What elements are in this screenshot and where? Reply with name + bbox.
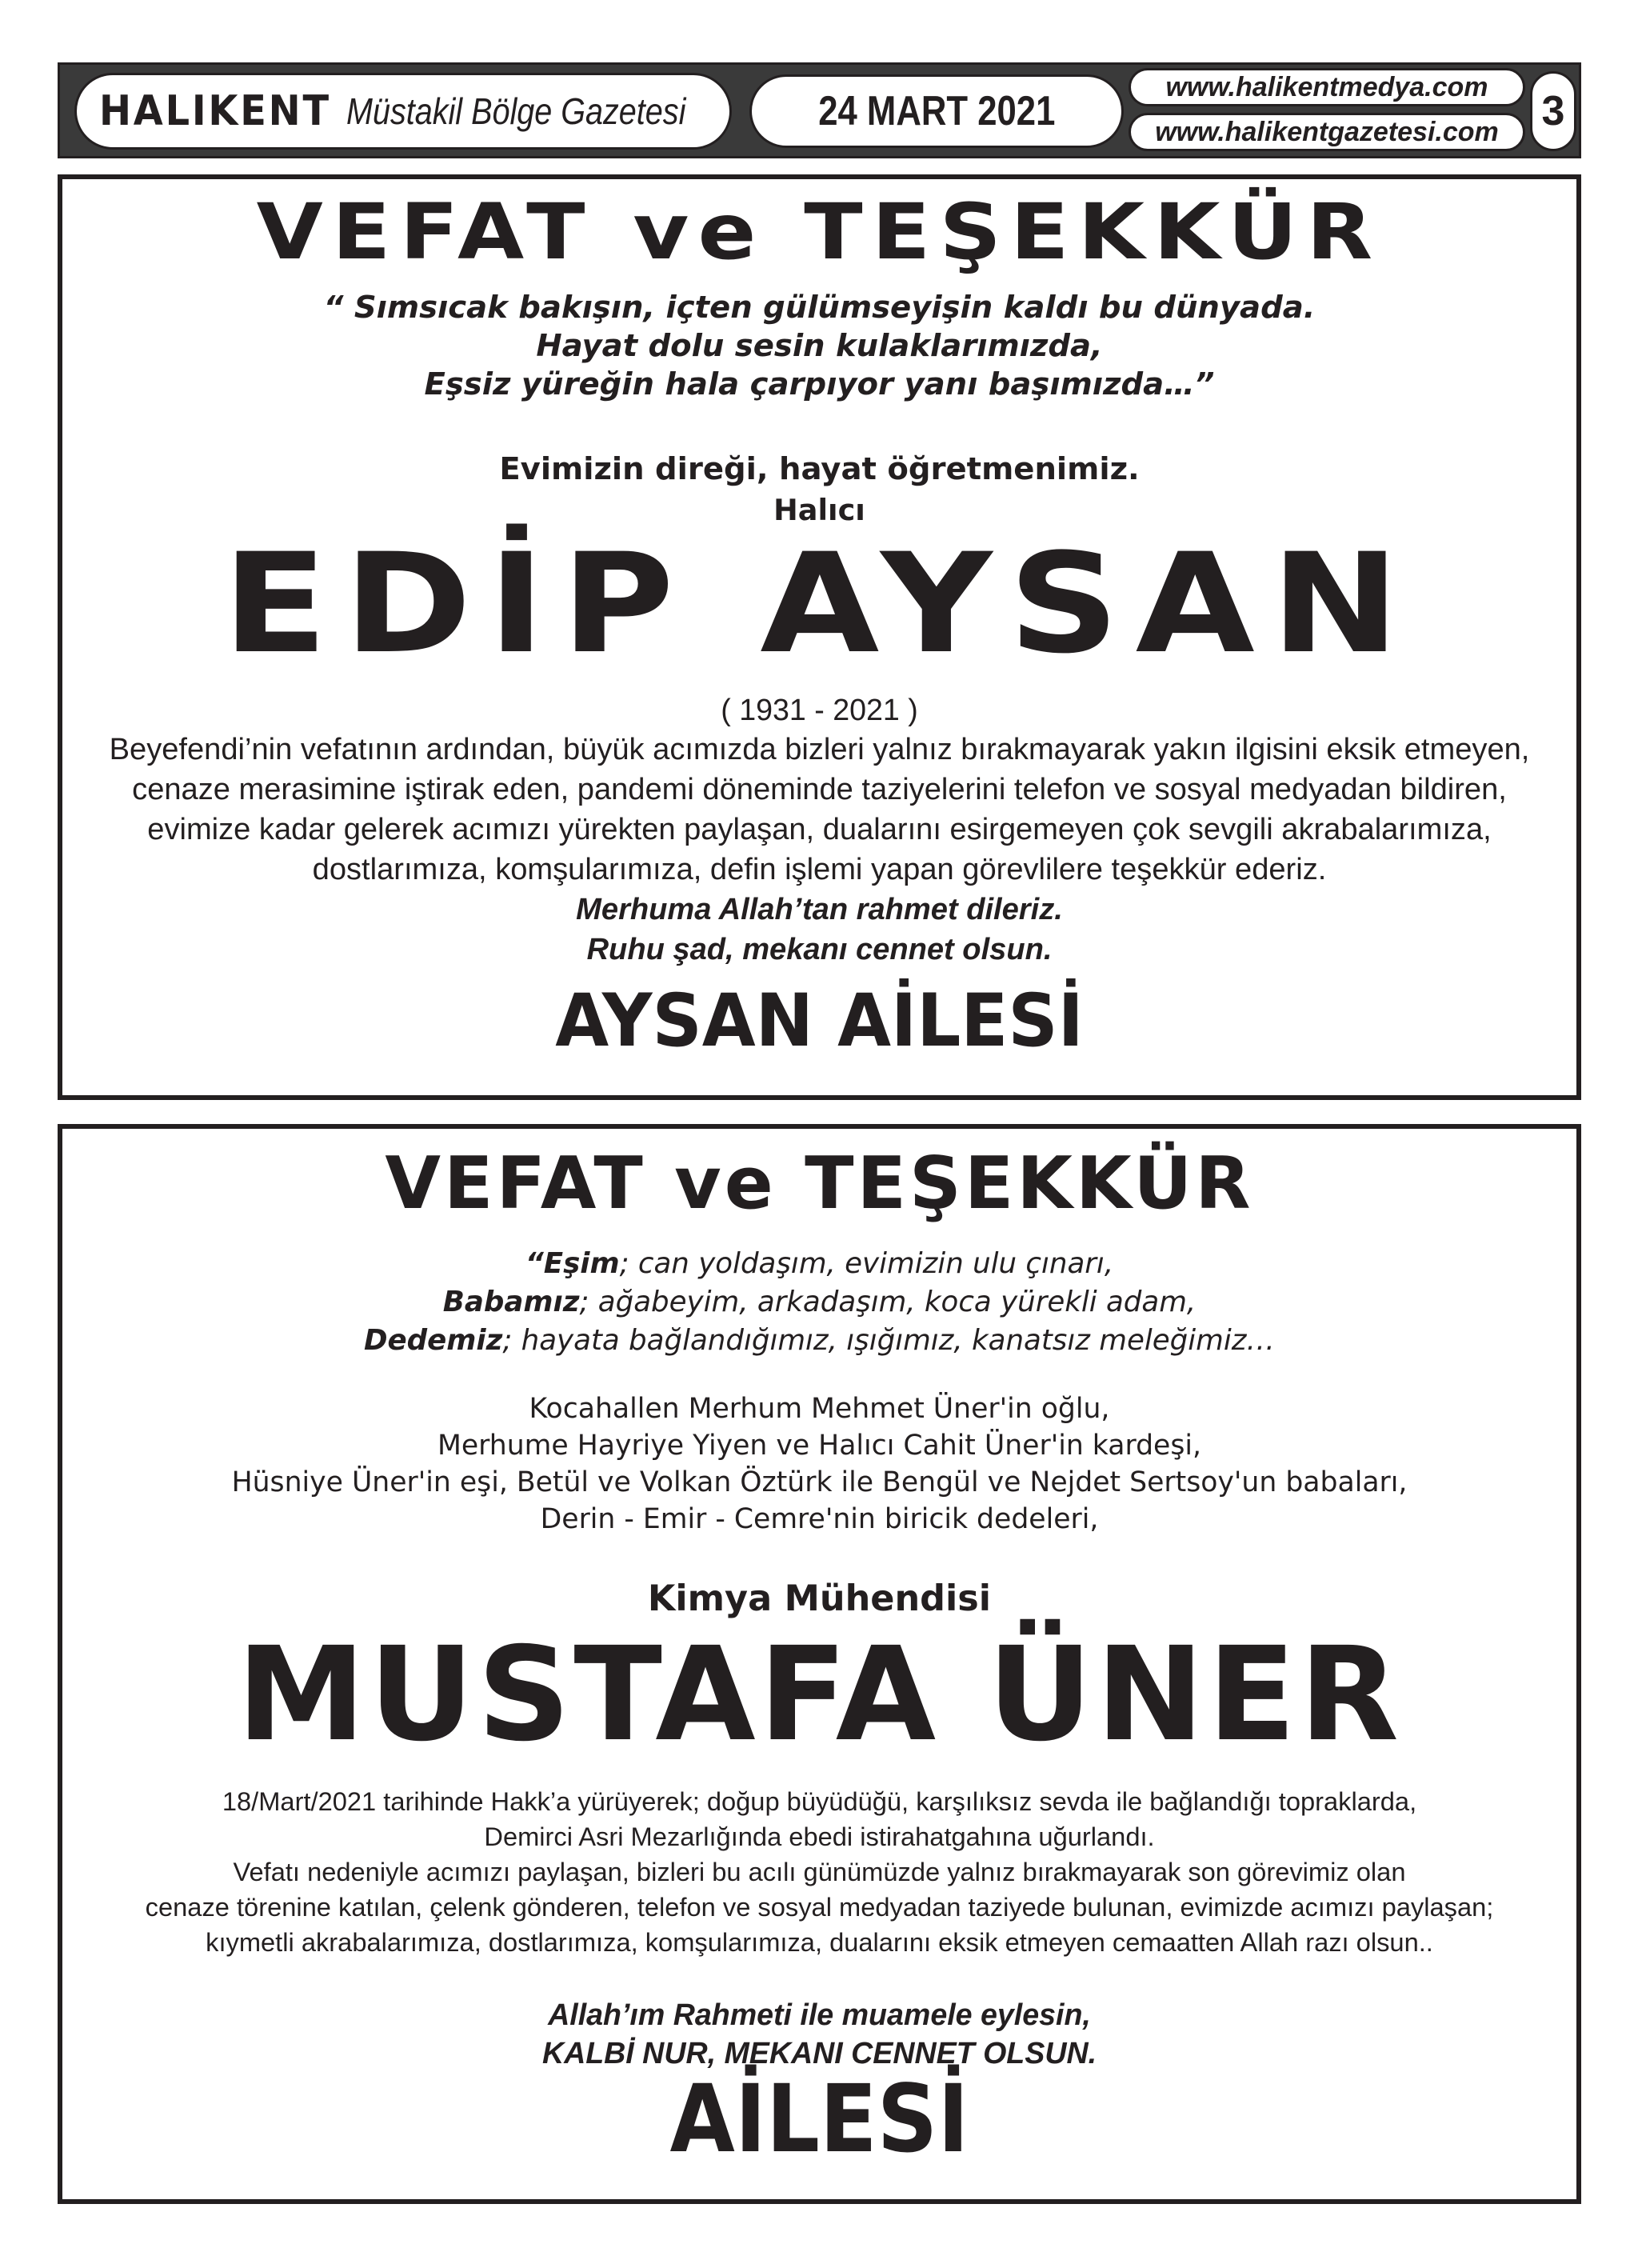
masthead xyxy=(74,73,732,150)
prayer-line: KALBİ NUR, MEKANI CENNET OLSUN. xyxy=(541,2036,1097,2070)
website-url-1[interactable]: www.halikentmedya.com xyxy=(1165,71,1488,102)
obituary-notice-1 xyxy=(58,174,1581,1100)
profession: Kimya Mühendisi xyxy=(647,1578,992,1619)
verse-keyword: “Eşim xyxy=(525,1247,620,1280)
newspaper-name: HALIKENT xyxy=(99,87,331,135)
family-signature: AİLESİ xyxy=(669,2065,969,2174)
verse-line: “ Sımsıcak bakışın, içten gülümseyişin kaldı bu dünyada. xyxy=(323,290,1316,326)
notice-title-wrap xyxy=(62,1142,1576,1226)
prayer-line: Merhuma Allah’tan rahmet dileriz. xyxy=(576,893,1063,926)
verse-line xyxy=(62,1247,1576,1280)
website-url-2[interactable]: www.halikentgazetesi.com xyxy=(1155,116,1499,147)
body-line: cenaze merasimine iştirak eden, pandemi döneminde taziyelerini telefon ve sosyal medyadan bildiren, xyxy=(132,773,1507,806)
prayer-line: Allah’ım Rahmeti ile muamele eylesin, xyxy=(548,1998,1091,2031)
body-line: dostlarımıza, komşularımıza, defin işlemi yapan görevlilere teşekkür ederiz. xyxy=(312,853,1327,886)
website-link-2[interactable] xyxy=(1129,113,1525,151)
profession: Halıcı xyxy=(773,493,865,527)
body-line: 18/Mart/2021 tarihinde Hakk’a yürüyerek; doğup büyüdüğü, karşılıksız sevda ile bağlandığı topraklarda, xyxy=(222,1786,1417,1816)
page-number xyxy=(1530,71,1576,151)
life-years: ( 1931 - 2021 ) xyxy=(721,693,918,726)
verse-text: ; can yoldaşım, evimizin ulu çınarı, xyxy=(619,1247,1114,1280)
tagline: Evimizin direği, hayat öğretmenimiz. xyxy=(499,451,1140,487)
deceased-name-wrap xyxy=(62,1620,1576,1770)
verse-line: Eşsiz yüreğin hala çarpıyor yanı başımızda…” xyxy=(424,366,1215,402)
body-line: evimize kadar gelerek acımızı yürekten paylaşan, dualarını esirgemeyen çok sevgili akrabalarımıza, xyxy=(147,813,1492,846)
verse-keyword: Dedemiz xyxy=(363,1324,503,1357)
obituary-notice-2 xyxy=(58,1124,1581,2204)
deceased-name: MUSTAFA ÜNER xyxy=(236,1620,1403,1770)
verse-line: Hayat dolu sesin kulaklarımızda, xyxy=(536,328,1103,364)
verse-line xyxy=(62,1286,1576,1318)
notice-title: VEFAT ve TEŞEKKÜR xyxy=(257,187,1382,277)
deceased-name: EDİP AYSAN xyxy=(222,523,1416,684)
notice-title: VEFAT ve TEŞEKKÜR xyxy=(385,1142,1254,1226)
family-line: Derin - Emir - Cemre'nin biricik dedeleri, xyxy=(540,1503,1099,1535)
newspaper-subtitle: Müstakil Bölge Gazetesi xyxy=(346,90,686,132)
family-line: Hüsniye Üner'in eşi, Betül ve Volkan Öztürk ile Bengül ve Nejdet Sertsoy'un babaları, xyxy=(231,1466,1408,1498)
family-signature: AYSAN AİLESİ xyxy=(555,979,1084,1063)
family-line: Merhume Hayriye Yiyen ve Halıcı Cahit Üner'in kardeşi, xyxy=(437,1430,1202,1462)
issue-date xyxy=(749,74,1124,148)
verse-keyword: Babamız xyxy=(442,1286,580,1318)
deceased-name-wrap xyxy=(62,523,1576,684)
newspaper-header xyxy=(58,62,1581,158)
family-line: Kocahallen Merhum Mehmet Üner'in oğlu, xyxy=(529,1393,1110,1425)
issue-date-text: 24 MART 2021 xyxy=(817,88,1056,134)
body-line: Demirci Asri Mezarlığında ebedi istirahatgahına uğurlandı. xyxy=(484,1822,1155,1851)
website-link-1[interactable] xyxy=(1129,68,1525,106)
prayer-line: Ruhu şad, mekanı cennet olsun. xyxy=(586,933,1053,966)
body-line: Beyefendi’nin vefatının ardından, büyük acımızda bizleri yalnız bırakmayarak yakın ilgisini eksik etmeyen, xyxy=(109,733,1530,766)
body-line: Vefatı nedeniyle acımızı paylaşan, bizleri bu acılı günümüzde yalnız bırakmayarak son görevimiz olan xyxy=(233,1857,1406,1886)
verse-line xyxy=(62,1324,1576,1357)
verse-text: ; ağabeyim, arkadaşım, koca yürekli adam, xyxy=(579,1286,1197,1318)
verse-text: ; hayata bağlandığımız, ışığımız, kanatsız meleğimiz… xyxy=(502,1324,1276,1357)
notice-title-wrap xyxy=(62,187,1576,277)
page-number-text: 3 xyxy=(1541,88,1565,134)
body-line: kıymetli akrabalarımıza, dostlarımıza, komşularımıza, dualarını eksik etmeyen cemaatten Allah razı olsun.. xyxy=(206,1927,1433,1957)
body-line: cenaze törenine katılan, çelenk gönderen, telefon ve sosyal medyadan taziyede bulunan, evimizde acımızı paylaşan; xyxy=(145,1892,1494,1922)
